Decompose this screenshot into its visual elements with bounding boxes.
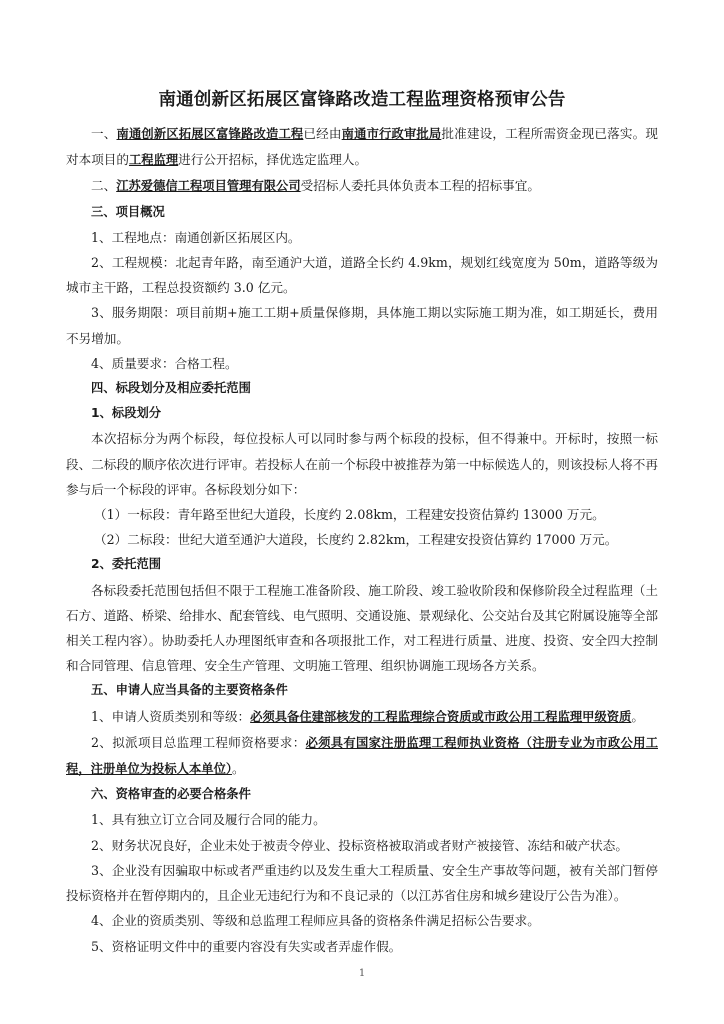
section-4-2-text: 各标段委托范围包括但不限于工程施工准备阶段、施工阶段、竣工验收阶段和保修阶段全过程监理（土石方、道路、桥梁、给排水、配套管线、电气照明、交通设施、景观绿化、公交站台及其它附属设施等全部相关工程内容）。协助委托人办理图纸审查和各项报批工作，对工程进行质量、进度、投资、安全四大控制和合同管理、信息管理、安全生产管理、文明施工管理、组织协调施工现场各方关系。	[66, 582, 658, 674]
s5-1-label: 1、申请人资质类别和等级：	[91, 708, 251, 724]
document-title: 南通创新区拓展区富锋路改造工程监理资格预审公告	[158, 90, 566, 110]
s5-item-2	[66, 730, 658, 782]
s3-item: 4、质量要求：合格工程。	[91, 355, 238, 371]
section-4-heading: 四、标段划分及相应委托范围	[91, 381, 251, 396]
s6-item: 1、具有独立订立合同及履行合同的能力。	[91, 812, 326, 828]
s5-item-1	[66, 704, 658, 730]
paragraph-2	[66, 173, 658, 199]
agency-name: 江苏爱德信工程项目管理有限公司	[116, 179, 301, 194]
p1-text-c: 已经由	[303, 126, 342, 141]
p1-text-e: 批准建设，工程所需资金现已落实。现对本项目的	[66, 126, 658, 168]
s5-2-end: 。	[232, 761, 245, 777]
s5-1-end: 。	[631, 708, 644, 724]
s5-1-requirement: 必须具备住建部核发的工程监理综合资质或市政公用工程监理甲级资质	[250, 709, 632, 724]
p2-num: 二、	[91, 178, 117, 194]
s3-item: 2、工程规模：北起青年路，南至通沪大道，道路全长约 4.9km，规划红线宽度为 50m，道路等级为城市主干路，工程总投资额约 3.0 亿元。	[66, 255, 658, 296]
p1-num: 一、	[91, 126, 117, 141]
section-4-1-text: 本次招标分为两个标段，每位投标人可以同时参与两个标段的投标，但不得兼中。开标时，按照一标段、二标段的顺序依次进行评审。若投标人在前一个标段中被推荐为第一中标候选人的，则该投标人将不再参与后一个标段的评审。各标段划分如下：	[66, 431, 658, 497]
paragraph-1	[66, 121, 658, 173]
s6-item: 5、资格证明文件中的重要内容没有失实或者弄虚作假。	[91, 938, 402, 954]
section-4-1-heading: 1、标段划分	[91, 406, 162, 421]
s5-2-label: 2、拟派项目总监理工程师资格要求：	[91, 734, 306, 750]
p2-text-c: 受招标人委托具体负责本工程的招标事宜。	[300, 178, 540, 194]
project-name: 南通创新区拓展区富锋路改造工程	[116, 127, 304, 141]
section-3-heading: 三、项目概况	[91, 204, 165, 219]
section-5-heading: 五、申请人应当具备的主要资格条件	[91, 683, 288, 698]
section-4-2-heading: 2、委托范围	[91, 557, 162, 572]
lot-item: （2）二标段：世纪大道至通沪大道段，长度约 2.82km，工程建安投资估算约 17000 万元。	[94, 532, 618, 548]
section-6-heading: 六、资格审查的必要合格条件	[91, 787, 251, 802]
s3-item: 1、工程地点：南通创新区拓展区内。	[91, 229, 301, 245]
s3-item: 3、服务期限：项目前期+施工工期+质量保修期，具体施工期以实际施工期为准，如工期延长，费用不另增加。	[66, 305, 658, 346]
lot-item: （1）一标段：青年路至世纪大道段，长度约 2.08km，工程建安投资估算约 13000 万元。	[94, 507, 605, 523]
p1-text-g: 进行公开招标，择优选定监理人。	[178, 152, 368, 168]
s6-item: 3、企业没有因骗取中标或者严重违约以及发生重大工程质量、安全生产事故等问题，被有关部门暂停投标资格并在暂停期内的，且企业无违纪行为和不良记录的（以江苏省住房和城乡建设厅公告为准）。	[66, 862, 658, 904]
s6-item: 4、企业的资质类别、等级和总监理工程师应具备的资格条件满足招标公告要求。	[91, 913, 540, 929]
approval-authority: 南通市行政审批局	[341, 127, 442, 141]
s5-2-requirement: 必须具有国家注册监理工程师执业资格（注册专业为市政公用工程，注册单位为投标人本单位）	[66, 735, 658, 777]
page-number: 1	[358, 968, 366, 979]
tender-object: 工程监理	[128, 153, 179, 168]
s6-item: 2、财务状况良好，企业未处于被责令停业、投标资格被取消或者财产被接管、冻结和破产状态。	[91, 837, 628, 853]
